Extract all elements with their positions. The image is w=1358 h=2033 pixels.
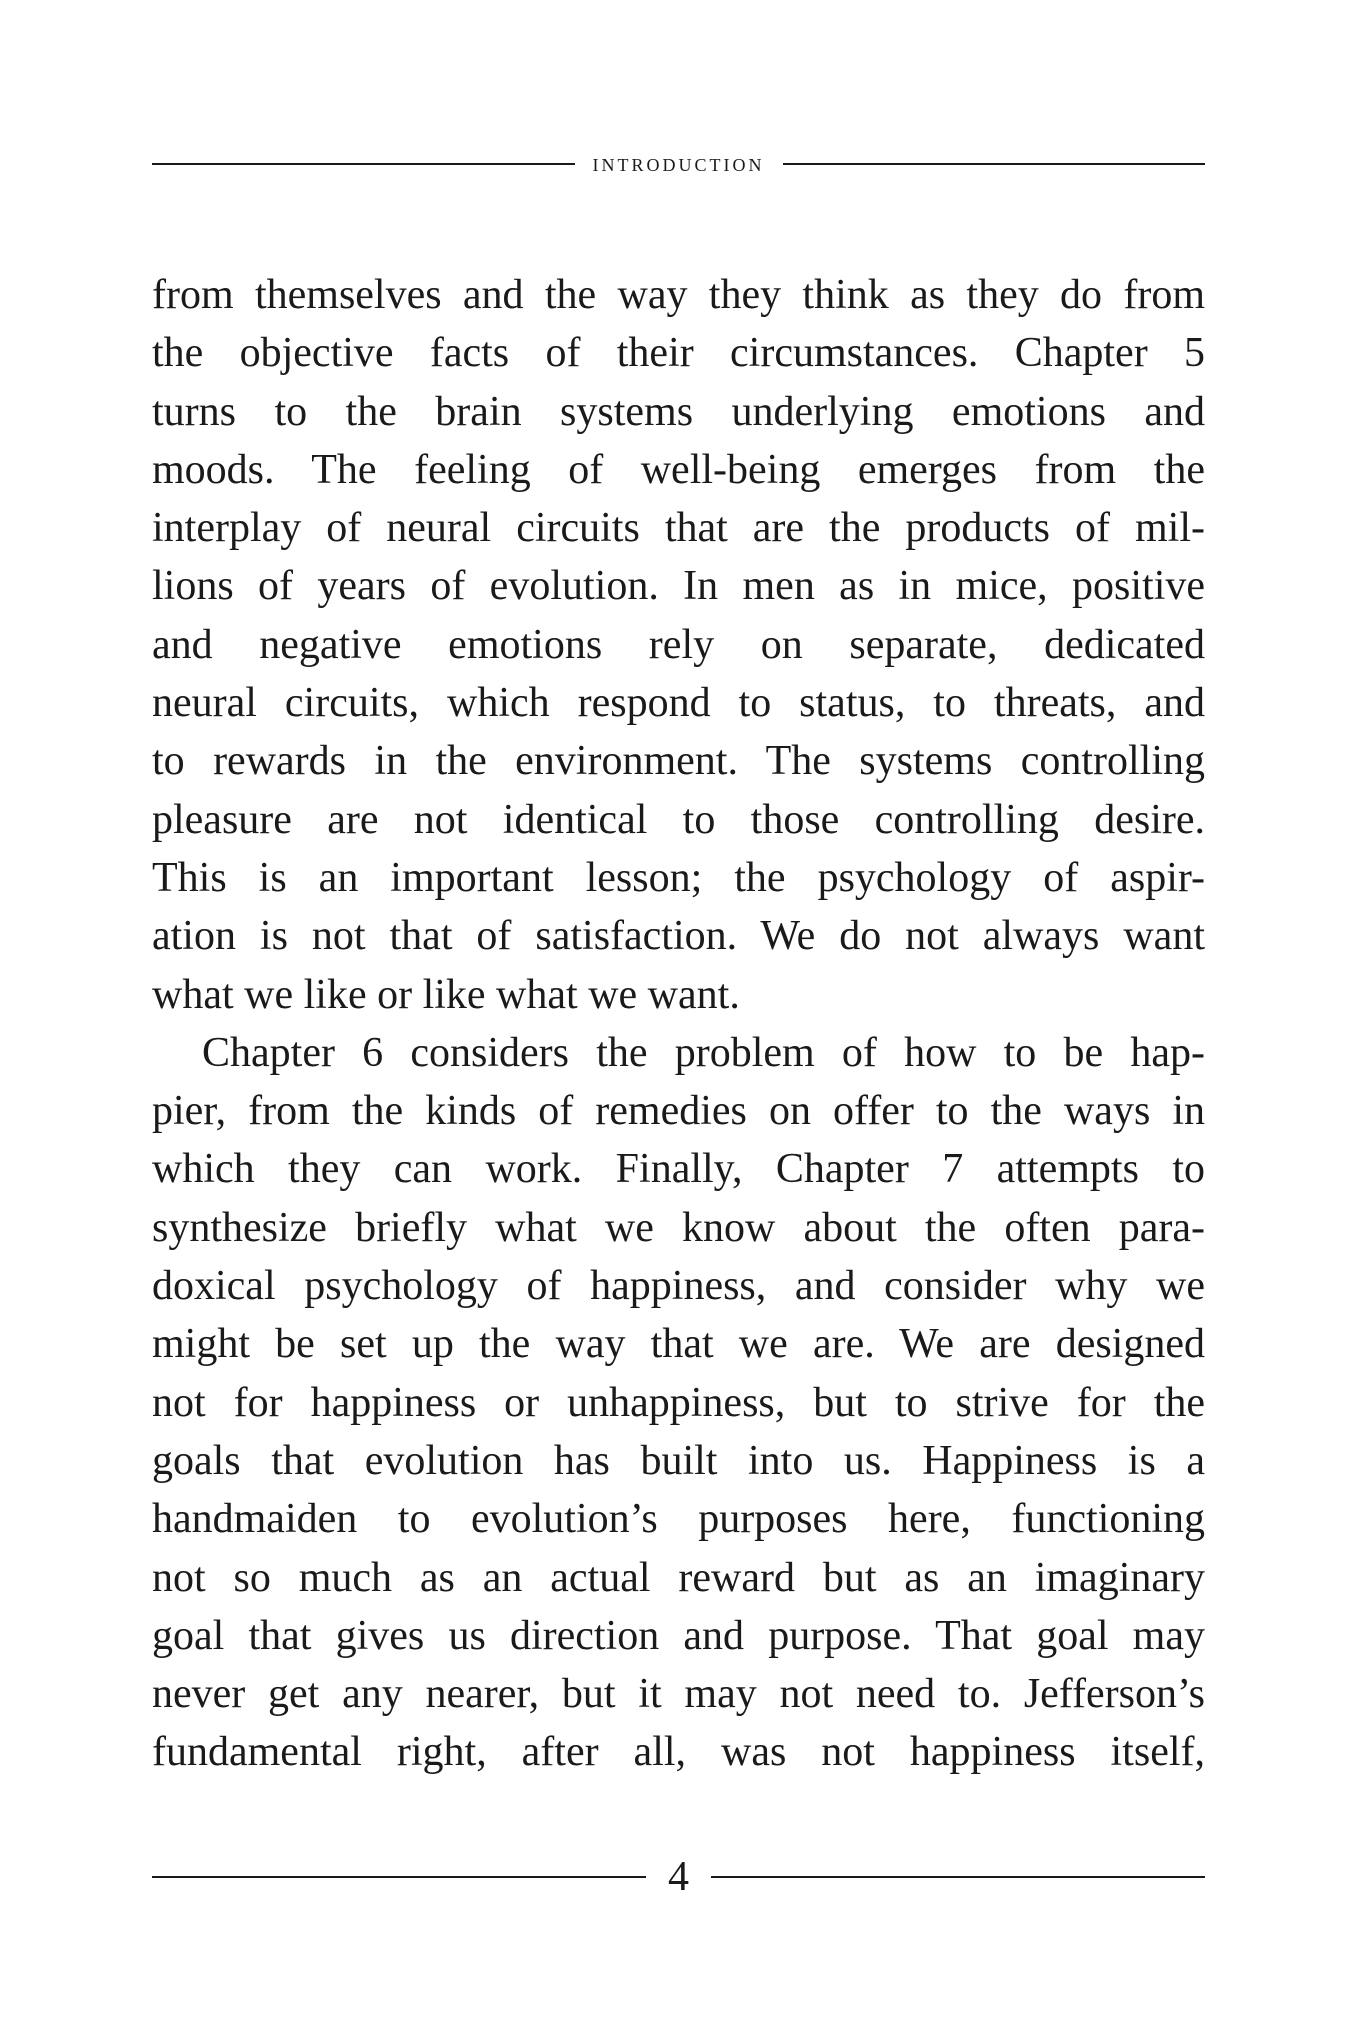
text-line: interplay of neural circuits that are the products of mil- bbox=[152, 505, 1205, 552]
text-line: ation is not that of satisfaction. We do not always want bbox=[152, 913, 1205, 960]
text-line: Chapter 6 considers the problem of how to be hap- bbox=[202, 1029, 1205, 1076]
text-line: never get any nearer, but it may not need to. Jefferson’s bbox=[152, 1671, 1205, 1718]
text-line: to rewards in the environment. The systems controlling bbox=[152, 738, 1205, 785]
running-head bbox=[152, 146, 1205, 182]
text-line: the objective facts of their circumstances. Chapter 5 bbox=[152, 330, 1205, 377]
text-line: what we like or like what we want. bbox=[152, 971, 740, 1018]
body-text bbox=[152, 266, 1205, 1782]
text-line: pier, from the kinds of remedies on offer to the ways in bbox=[152, 1088, 1205, 1135]
text-line: synthesize briefly what we know about the often para- bbox=[152, 1204, 1205, 1251]
paragraph bbox=[152, 266, 1205, 1024]
page-footer bbox=[152, 1852, 1205, 1902]
text-line: doxical psychology of happiness, and consider why we bbox=[152, 1263, 1205, 1310]
text-line: goals that evolution has built into us. Happiness is a bbox=[152, 1437, 1205, 1484]
text-line: might be set up the way that we are. We are designed bbox=[152, 1321, 1205, 1368]
running-head-title: introduction bbox=[592, 150, 765, 177]
text-line: This is an important lesson; the psychology of aspir- bbox=[152, 854, 1205, 901]
text-line: handmaiden to evolution’s purposes here, functioning bbox=[152, 1496, 1205, 1543]
text-line: turns to the brain systems underlying emotions and bbox=[152, 388, 1205, 435]
footer-rule-right bbox=[711, 1876, 1205, 1878]
text-line: pleasure are not identical to those controlling desire. bbox=[152, 796, 1205, 843]
text-line: fundamental right, after all, was not happiness itself, bbox=[152, 1729, 1205, 1776]
text-line: from themselves and the way they think as they do from bbox=[152, 272, 1205, 318]
running-head-rule-right bbox=[783, 163, 1206, 165]
text-line: lions of years of evolution. In men as in mice, positive bbox=[152, 563, 1205, 610]
text-line: neural circuits, which respond to status, to threats, and bbox=[152, 680, 1205, 727]
text-line: goal that gives us direction and purpose. That goal may bbox=[152, 1612, 1205, 1659]
page-number: 4 bbox=[668, 1854, 689, 1900]
running-head-rule-left bbox=[152, 163, 575, 165]
text-line: moods. The feeling of well-being emerges from the bbox=[152, 446, 1205, 493]
text-line: not for happiness or unhappiness, but to strive for the bbox=[152, 1379, 1205, 1426]
text-line: not so much as an actual reward but as an imaginary bbox=[152, 1554, 1205, 1601]
paragraph bbox=[152, 1024, 1205, 1782]
text-line: which they can work. Finally, Chapter 7 attempts to bbox=[152, 1146, 1205, 1193]
footer-rule-left bbox=[152, 1876, 646, 1878]
text-line: and negative emotions rely on separate, dedicated bbox=[152, 621, 1205, 668]
